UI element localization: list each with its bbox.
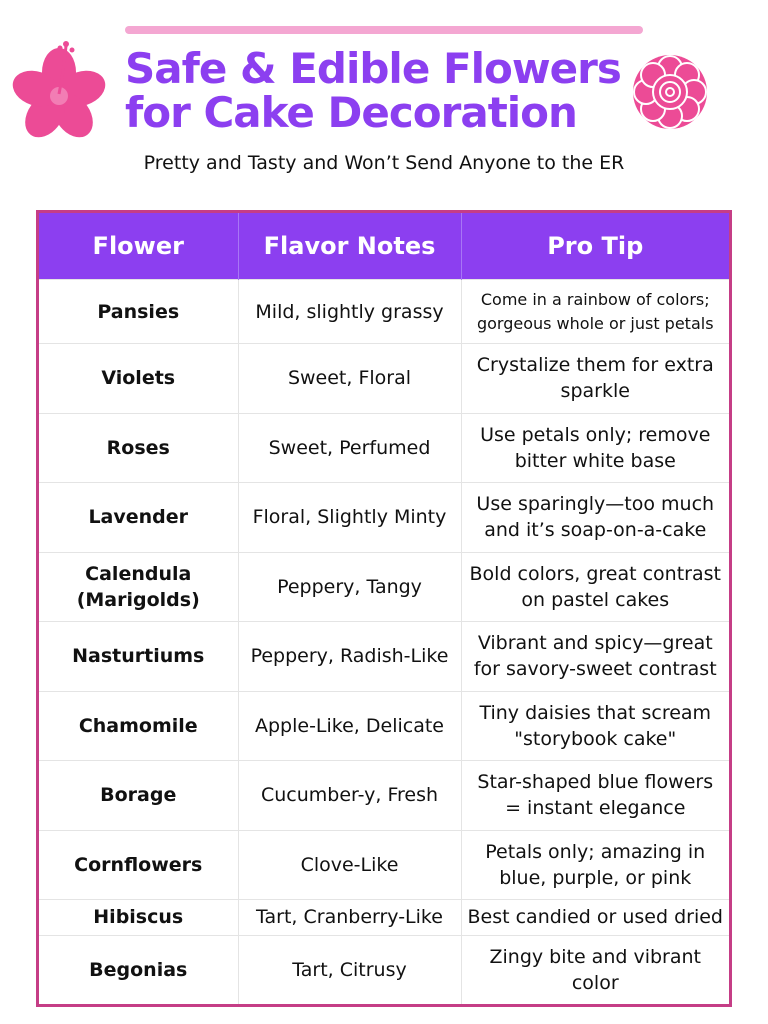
table-row <box>39 900 729 935</box>
flavor-notes: Floral, Slightly Minty <box>238 483 461 552</box>
flower-name: Pansies <box>39 280 238 344</box>
pro-tip: Come in a rainbow of colors; gorgeous whole or just petals <box>461 280 729 344</box>
column-header-flower: Flower <box>39 213 238 280</box>
top-accent-bar <box>125 26 643 34</box>
table-row <box>39 344 729 413</box>
page-subtitle: Pretty and Tasty and Won’t Send Anyone to the ER <box>143 152 625 174</box>
flavor-notes: Sweet, Floral <box>238 344 461 413</box>
flavor-notes: Peppery, Tangy <box>238 552 461 621</box>
table-row <box>39 622 729 691</box>
title-line-1: Safe & Edible Flowers <box>125 44 621 93</box>
table-row <box>39 413 729 482</box>
flavor-notes: Clove-Like <box>238 830 461 899</box>
table-row <box>39 761 729 830</box>
flower-name: Chamomile <box>39 691 238 760</box>
flower-name: Lavender <box>39 483 238 552</box>
pro-tip: Star-shaped blue flowers = instant elegance <box>461 761 729 830</box>
flower-name: Begonias <box>39 935 238 1004</box>
flower-name: Cornflowers <box>39 830 238 899</box>
pro-tip: Tiny daisies that scream "storybook cake" <box>461 691 729 760</box>
flavor-notes: Sweet, Perfumed <box>238 413 461 482</box>
flower-name: Nasturtiums <box>39 622 238 691</box>
title-line-2: for Cake Decoration <box>125 88 577 137</box>
table-row <box>39 280 729 344</box>
pro-tip: Best candied or used dried <box>461 900 729 935</box>
pro-tip: Zingy bite and vibrant color <box>461 935 729 1004</box>
flower-name: Violets <box>39 344 238 413</box>
hibiscus-icon <box>4 34 119 139</box>
flower-name: Borage <box>39 761 238 830</box>
rose-icon <box>632 54 708 130</box>
flower-name: Roses <box>39 413 238 482</box>
flavor-notes: Apple-Like, Delicate <box>238 691 461 760</box>
pro-tip: Use petals only; remove bitter white base <box>461 413 729 482</box>
table-row <box>39 483 729 552</box>
flower-name: Calendula (Marigolds) <box>39 552 238 621</box>
pro-tip: Crystalize them for extra sparkle <box>461 344 729 413</box>
page-title <box>125 44 635 137</box>
pro-tip: Use sparingly—too much and it’s soap-on-a-cake <box>461 483 729 552</box>
table-header-row <box>39 213 729 280</box>
pro-tip: Petals only; amazing in blue, purple, or pink <box>461 830 729 899</box>
pro-tip: Bold colors, great contrast on pastel cakes <box>461 552 729 621</box>
flavor-notes: Mild, slightly grassy <box>238 280 461 344</box>
flower-name: Hibiscus <box>39 900 238 935</box>
flower-table-container <box>36 210 732 1007</box>
table-row <box>39 691 729 760</box>
flower-table <box>39 213 729 1004</box>
pro-tip: Vibrant and spicy—great for savory-sweet contrast <box>461 622 729 691</box>
flavor-notes: Tart, Cranberry-Like <box>238 900 461 935</box>
table-row <box>39 935 729 1004</box>
flavor-notes: Peppery, Radish-Like <box>238 622 461 691</box>
column-header-flavor: Flavor Notes <box>238 213 461 280</box>
flavor-notes: Cucumber-y, Fresh <box>238 761 461 830</box>
column-header-tip: Pro Tip <box>461 213 729 280</box>
flavor-notes: Tart, Citrusy <box>238 935 461 1004</box>
table-row <box>39 552 729 621</box>
table-row <box>39 830 729 899</box>
